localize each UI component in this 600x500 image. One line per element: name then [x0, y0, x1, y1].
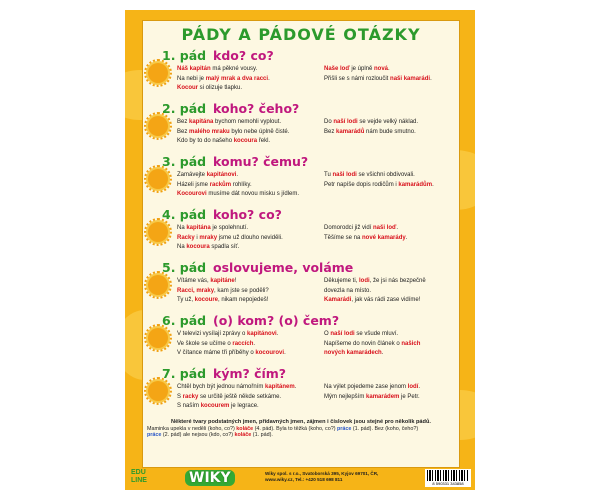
example-sentence: [324, 118, 456, 128]
highlighted-word: malého mraku: [189, 128, 230, 135]
example-sentence: [177, 402, 327, 412]
highlighted-word: koláče: [236, 426, 254, 432]
case-number: 3. pád: [162, 154, 207, 169]
case-number: 7. pád: [162, 366, 207, 381]
highlighted-word: kapitána: [186, 225, 211, 231]
text-segment: .: [381, 350, 384, 356]
example-sentence: [177, 75, 327, 85]
highlighted-word: Kocourovi: [177, 191, 207, 197]
highlighted-word: kapitánovi: [247, 331, 277, 337]
text-segment: se vejde velký náklad.: [357, 119, 419, 125]
case-question: koho? co?: [213, 207, 282, 222]
sun-icon: [148, 116, 168, 136]
highlighted-word: kapitánovi: [206, 172, 237, 178]
text-segment: si olizuje tlapku.: [198, 85, 243, 91]
text-segment: .: [294, 384, 297, 390]
poster: [125, 10, 475, 490]
highlighted-word: naši kamarádi: [390, 75, 431, 82]
text-segment: Kdo by to do našeho: [177, 138, 234, 144]
text-segment: .: [268, 75, 270, 82]
highlighted-word: kapitáne: [210, 278, 235, 284]
highlighted-word: raccích: [232, 340, 254, 347]
case-question: kým? čím?: [213, 366, 287, 381]
highlighted-word: nových kamarádech: [324, 350, 382, 356]
text-segment: Těšíme se na: [324, 234, 363, 241]
barcode: [425, 469, 471, 487]
case-number: 1. pád: [162, 48, 207, 63]
highlighted-word: kamarádům: [398, 181, 433, 188]
examples-right: [324, 171, 456, 190]
highlighted-word: nová: [374, 66, 389, 72]
highlighted-word: koláče: [234, 432, 252, 438]
case-number: 5. pád: [162, 260, 207, 275]
text-segment: řekl.: [257, 138, 271, 144]
text-segment: V televizi vysílají zprávy o: [177, 331, 248, 337]
text-segment: je úplně: [349, 66, 375, 72]
example-sentence: [324, 75, 456, 85]
text-segment: rohlíky.: [231, 181, 252, 188]
text-segment: Petr napíše dopis rodičům i: [324, 181, 399, 188]
text-segment: Ve škole se učíme o: [177, 340, 233, 347]
example-sentence: [324, 393, 456, 403]
text-segment: Zamávejte: [177, 172, 207, 178]
examples-left: [177, 277, 327, 306]
text-segment: nám bude smutno.: [364, 128, 416, 135]
highlighted-word: rackům: [209, 181, 232, 188]
example-sentence: [177, 137, 327, 147]
text-segment: Mým nejlepším: [324, 393, 367, 400]
text-segment: .: [388, 66, 390, 72]
highlighted-word: nové kamarády: [362, 234, 406, 241]
highlighted-word: naši lodi: [332, 172, 357, 178]
example-sentence: [177, 84, 327, 94]
text-segment: (1. pád).: [251, 432, 273, 438]
highlighted-word: kocourem: [200, 403, 230, 409]
highlighted-word: Kocour: [177, 85, 198, 91]
example-sentence: [324, 296, 456, 306]
text-segment: (4. pád). Byla to těžká (koho, co?): [253, 426, 337, 432]
wiky-logo: WIKY: [185, 470, 235, 486]
note-box: [147, 419, 455, 438]
case-section: [143, 313, 459, 369]
poster-title: PÁDY A PÁDOVÉ OTÁZKY: [181, 25, 421, 44]
address-line-2: www.wiky.cz, Tel.: +420 518 698 811: [265, 477, 343, 482]
text-segment: Bez: [177, 128, 190, 135]
example-sentence: [324, 171, 456, 181]
highlighted-word: Kamarádi: [324, 297, 352, 303]
example-sentence: [324, 181, 456, 191]
example-sentence: [177, 128, 327, 138]
note-heading: Některé tvary podstatných jmen, přídavných jmen, zájmen i číslovek jsou stejné pro několik pádů.: [171, 419, 431, 425]
text-segment: , že jsi nás bezpečně: [369, 278, 426, 284]
case-question: koho? čeho?: [213, 101, 300, 116]
publisher-address: [265, 471, 378, 483]
text-segment: Házeli jsme: [177, 181, 210, 188]
highlighted-word: Racci, mraky: [177, 287, 215, 294]
highlighted-word: práce: [147, 432, 162, 438]
case-question: kdo? co?: [213, 48, 274, 63]
text-segment: .: [430, 75, 432, 82]
text-segment: je legrace.: [229, 403, 259, 409]
example-sentence: [324, 224, 456, 234]
text-segment: se určitě ještě někde setkáme.: [198, 393, 282, 400]
text-segment: , jak vás rádi zase vidíme!: [351, 297, 421, 303]
example-sentence: [177, 224, 327, 234]
text-segment: Vítáme vás,: [177, 278, 211, 284]
example-sentence: [177, 330, 327, 340]
text-segment: .: [236, 172, 239, 178]
sun-icon: [148, 63, 168, 83]
text-segment: , nikam nepojedeš!: [218, 297, 269, 303]
case-section: [143, 48, 459, 104]
text-segment: Bez: [177, 119, 190, 125]
example-sentence: [324, 383, 456, 393]
sun-icon: [148, 275, 168, 295]
examples-right: [324, 277, 456, 306]
highlighted-word: kamarádů: [336, 128, 365, 135]
example-sentence: [177, 171, 327, 181]
text-segment: , kam jste se poděli?: [214, 287, 269, 294]
highlighted-word: Náš kapitán: [177, 66, 211, 72]
highlighted-word: kamarádem: [366, 393, 400, 400]
example-sentence: [177, 181, 327, 191]
examples-left: [177, 224, 327, 253]
text-segment: dovezla na místo.: [324, 287, 372, 294]
examples-left: [177, 330, 327, 359]
text-segment: S: [177, 393, 183, 400]
case-number: 2. pád: [162, 101, 207, 116]
text-segment: Maminka upekla v neděli (koho, co?): [147, 426, 237, 432]
example-sentence: [324, 349, 456, 359]
text-segment: bychom nemohli vyplout.: [213, 119, 282, 125]
barcode-bars: [427, 470, 469, 481]
highlighted-word: kocoura: [233, 138, 258, 144]
example-sentence: [177, 349, 327, 359]
highlighted-word: kocoura: [186, 244, 210, 250]
highlighted-word: lodi: [359, 278, 370, 284]
case-section: [143, 366, 459, 422]
example-sentence: [177, 65, 327, 75]
text-segment: má pěkné vousy.: [210, 66, 258, 72]
highlighted-word: naší lodi: [330, 331, 355, 337]
text-segment: (2. pád) ale nejsou (kdo, co?): [161, 432, 235, 438]
text-segment: Tu: [324, 172, 333, 178]
case-question: oslovujeme, voláme: [213, 260, 354, 275]
text-segment: jsme už dlouho neviděli.: [217, 234, 283, 241]
example-sentence: [177, 190, 327, 200]
text-segment: Děkujeme ti,: [324, 278, 360, 284]
text-segment: Do: [324, 119, 334, 125]
text-segment: Na: [177, 244, 187, 250]
example-sentence: [177, 243, 327, 253]
text-segment: .: [284, 350, 286, 356]
examples-right: [324, 224, 456, 243]
text-segment: Chtěl bych být jednou námořním: [177, 384, 266, 390]
examples-right: [324, 118, 456, 137]
text-segment: Domorodci již vidí: [324, 225, 374, 231]
case-section: [143, 101, 459, 157]
text-segment: .: [396, 225, 399, 231]
note-line-2: [147, 432, 455, 438]
example-sentence: [324, 340, 456, 350]
example-sentence: [177, 234, 327, 244]
highlighted-word: malý mrak a dva racci: [205, 75, 269, 82]
text-segment: .: [418, 384, 421, 390]
text-segment: !: [234, 278, 237, 284]
example-sentence: [324, 287, 456, 297]
text-segment: musíme dát novou misku s jídlem.: [206, 191, 300, 197]
highlighted-word: naší lodi: [333, 119, 358, 125]
text-segment: .: [405, 234, 408, 241]
case-section: [143, 154, 459, 210]
highlighted-word: práce: [337, 426, 352, 432]
edu-line-logo: [131, 469, 147, 485]
address-line-1: Wiky spol. s r.o., Svatoborská 395, Kyjov 69701, ČR,: [265, 471, 379, 476]
text-segment: Na nebi je: [177, 75, 206, 82]
examples-left: [177, 383, 327, 412]
highlighted-word: lodí: [407, 384, 419, 390]
text-segment: je spolehnutí.: [210, 225, 249, 231]
example-sentence: [177, 296, 327, 306]
text-segment: spadla síť.: [209, 244, 240, 250]
text-segment: se všichni obdivovali.: [356, 172, 415, 178]
examples-left: [177, 171, 327, 200]
highlighted-word: kapitána: [189, 119, 214, 125]
case-question: komu? čemu?: [213, 154, 309, 169]
text-segment: O: [324, 331, 331, 337]
example-sentence: [177, 383, 327, 393]
example-sentence: [324, 330, 456, 340]
example-sentence: [177, 393, 327, 403]
case-number: 6. pád: [162, 313, 207, 328]
footer: [125, 468, 475, 490]
examples-right: [324, 65, 456, 84]
highlighted-word: naši loď: [373, 225, 397, 231]
text-segment: .: [432, 181, 434, 188]
examples-left: [177, 65, 327, 94]
sun-icon: [148, 222, 168, 242]
text-segment: je Petr.: [399, 393, 420, 400]
case-question: (o) kom? (o) čem?: [213, 313, 340, 328]
content-panel: [142, 20, 460, 468]
edu-logo-text: EDU: [131, 469, 146, 476]
highlighted-word: racky: [182, 393, 199, 400]
highlighted-word: kocoure: [194, 297, 219, 303]
example-sentence: [177, 340, 327, 350]
text-segment: .: [276, 331, 279, 337]
highlighted-word: mraky: [199, 234, 218, 241]
text-segment: Ty už,: [177, 297, 195, 303]
text-segment: se všude mluví.: [354, 331, 399, 337]
text-segment: S naším: [177, 403, 201, 409]
example-sentence: [177, 277, 327, 287]
highlighted-word: našich: [401, 340, 421, 347]
text-segment: V čítance máme tři příběhy o: [177, 350, 256, 356]
barcode-number: 8 590331 343858: [432, 481, 464, 486]
highlighted-word: Naše loď: [324, 66, 350, 72]
sun-icon: [148, 328, 168, 348]
example-sentence: [324, 65, 456, 75]
text-segment: Přišli se s námi rozloučit: [324, 75, 391, 82]
text-segment: .: [253, 340, 256, 347]
highlighted-word: kocourovi: [255, 350, 285, 356]
examples-right: [324, 383, 456, 402]
case-section: [143, 207, 459, 263]
examples-left: [177, 118, 327, 147]
highlighted-word: Racky: [177, 234, 195, 241]
example-sentence: [177, 287, 327, 297]
text-segment: Napíšeme do novin článek o: [324, 340, 402, 347]
example-sentence: [177, 118, 327, 128]
sun-icon: [148, 169, 168, 189]
example-sentence: [324, 277, 456, 287]
text-segment: i: [194, 234, 200, 241]
text-segment: (1. pád). Bez (koho, čeho?): [351, 426, 419, 432]
example-sentence: [324, 128, 456, 138]
text-segment: Na: [177, 225, 187, 231]
text-segment: bylo nebe úplně čisté.: [229, 128, 290, 135]
case-number: 4. pád: [162, 207, 207, 222]
example-sentence: [324, 234, 456, 244]
text-segment: Bez: [324, 128, 337, 135]
case-section: [143, 260, 459, 316]
text-segment: Na výlet pojedeme zase jenom: [324, 384, 408, 390]
sun-icon: [148, 381, 168, 401]
highlighted-word: kapitánem: [265, 384, 295, 390]
line-logo-text: LINE: [131, 477, 147, 484]
examples-right: [324, 330, 456, 359]
